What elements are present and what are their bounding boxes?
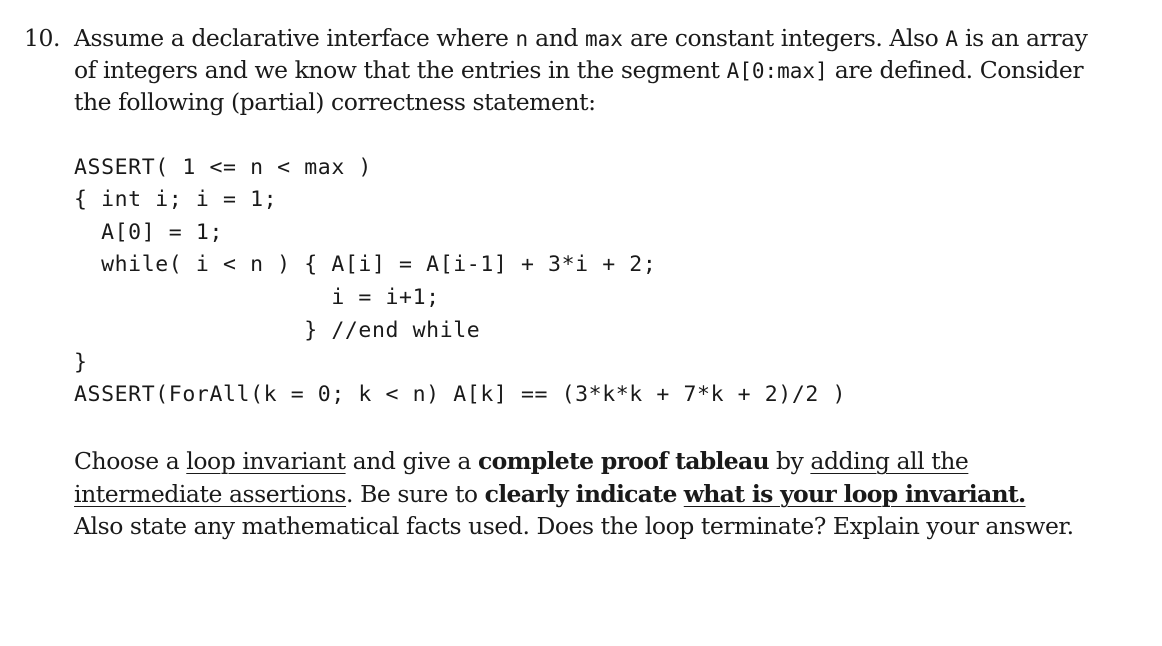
code-line-2: { int i; i = 1; (74, 187, 278, 212)
intro-text: are constant integers. Also (622, 24, 946, 52)
question-line-1 (74, 447, 969, 475)
underlined-intermediate-assertions: intermediate assertions (74, 480, 347, 508)
code-line-1: ASSERT( 1 <= n < max ) (74, 155, 372, 180)
code-line-3: A[0] = 1; (74, 220, 223, 245)
underlined-loop-invariant: loop invariant (186, 447, 346, 475)
code-line-7: } (74, 350, 88, 375)
var-n: n (515, 27, 529, 51)
var-a: A (945, 27, 959, 51)
intro-text: are defined. Consider (827, 56, 1084, 84)
intro-line-1 (74, 24, 1088, 52)
question-text (677, 480, 684, 508)
code-line-6: } //end while (74, 318, 481, 343)
question-text: Choose a (74, 447, 187, 475)
array-segment: A[0:max] (726, 59, 828, 83)
problem-number: 10. (24, 24, 61, 52)
intro-text: and (528, 24, 586, 52)
question-text: by (768, 447, 811, 475)
question-line-3: Also state any mathematical facts used. Does the loop terminate? Explain your answer. (74, 512, 1074, 540)
var-max: max (585, 27, 623, 51)
intro-line-3: the following (partial) correctness statement: (74, 88, 596, 116)
bold-underlined-loop-invariant-prompt: what is your loop invariant. (683, 480, 1026, 508)
intro-line-2 (74, 56, 1084, 84)
underlined-adding-all-the: adding all the (810, 447, 969, 475)
bold-clearly-indicate: clearly indicate (484, 480, 677, 508)
question-line-2 (74, 480, 1026, 508)
intro-text: of integers and we know that the entries in the segment (74, 56, 727, 84)
code-line-4: while( i < n ) { A[i] = A[i-1] + 3*i + 2; (74, 252, 657, 277)
intro-text: is an array (958, 24, 1088, 52)
intro-text: Assume a declarative interface where (74, 24, 516, 52)
question-text: and give a (345, 447, 479, 475)
question-text: . Be sure to (346, 480, 485, 508)
bold-complete-proof-tableau: complete proof tableau (478, 447, 769, 475)
code-line-8: ASSERT(ForAll(k = 0; k < n) A[k] == (3*k*k + 7*k + 2)/2 ) (74, 382, 847, 407)
code-line-5: i = i+1; (74, 285, 440, 310)
